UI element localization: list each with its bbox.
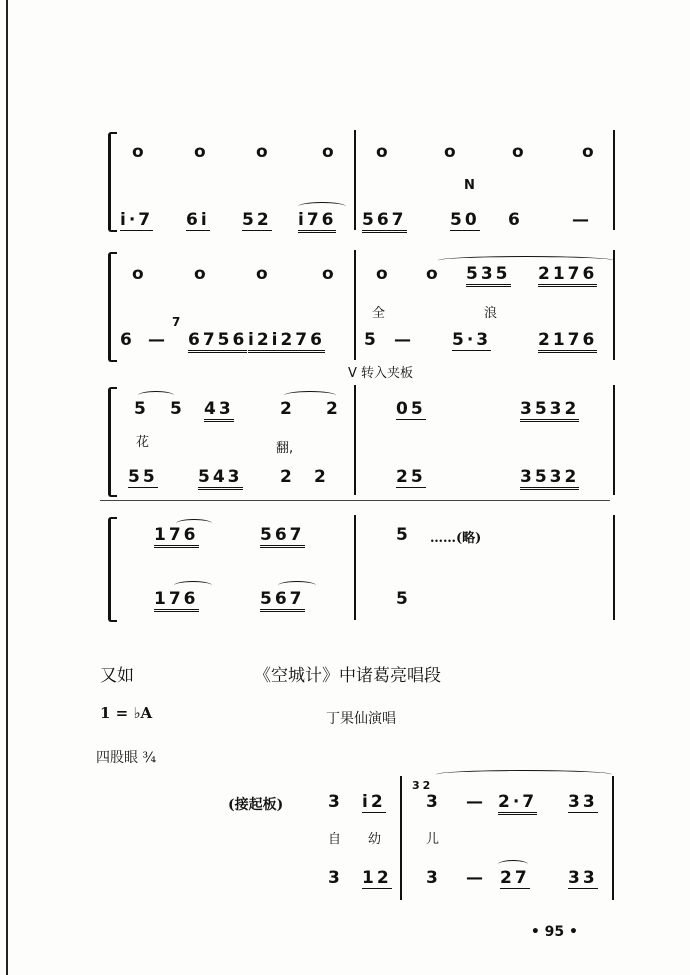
score-system-4	[108, 515, 623, 620]
page-binding-edge	[6, 0, 8, 975]
note: o	[256, 264, 271, 284]
note: 5	[364, 330, 379, 350]
note: 2	[326, 399, 341, 419]
note-group: 33	[568, 868, 598, 888]
note: o	[444, 142, 459, 162]
note-group: 5·3	[452, 330, 492, 350]
intro-text: 又如	[100, 666, 134, 686]
dash: —	[466, 868, 486, 888]
lyric: 全	[372, 306, 386, 321]
meter-label: 四股眼 ¾	[96, 750, 157, 766]
upper-part-row	[108, 142, 623, 168]
omission-mark: ……(略)	[430, 531, 482, 546]
note-group: 55	[128, 467, 158, 487]
note-group: 2176	[538, 264, 597, 287]
lyric: 幼	[368, 832, 382, 847]
note-group: 50	[450, 210, 480, 230]
lyric: 浪	[484, 306, 498, 321]
singer-credit: 丁果仙演唱	[326, 711, 396, 727]
note-group: 3532	[520, 467, 579, 490]
note-group: 12	[362, 868, 392, 888]
note-group: 567	[260, 525, 305, 548]
dash: —	[148, 330, 168, 350]
barline	[400, 776, 402, 900]
note: 3	[426, 792, 441, 812]
note: 2	[280, 399, 295, 419]
section-annotation: V 转入夹板	[348, 366, 414, 381]
example-title: 《空城计》中诸葛亮唱段	[254, 666, 441, 686]
note-group: 6i	[186, 210, 210, 230]
note-group: 27	[500, 868, 530, 888]
note-group: 43	[204, 399, 234, 422]
lyric: 花	[136, 435, 150, 450]
note-group: 3532	[520, 399, 579, 422]
lower-part-row	[108, 467, 623, 493]
example-system	[228, 770, 628, 905]
note: 5	[396, 589, 411, 609]
note: 5	[170, 399, 185, 419]
note-group: 567	[260, 589, 305, 612]
note-group: 6756	[188, 330, 247, 353]
note-group: 25	[396, 467, 426, 487]
note-group: 176	[154, 589, 199, 612]
lyric: 自	[328, 832, 342, 847]
dash: —	[394, 330, 414, 350]
lyric: 儿	[426, 832, 440, 847]
note-group: 33	[568, 792, 598, 812]
note: o	[256, 142, 271, 162]
note-group: 2·7	[498, 792, 537, 815]
note: o	[512, 142, 527, 162]
grace-note: 7	[172, 315, 184, 329]
note-group: 176	[154, 525, 199, 548]
note-group: i2	[362, 792, 386, 812]
note: 3	[426, 868, 441, 888]
note-group: 2176	[538, 330, 597, 353]
note: o	[376, 142, 391, 162]
note: o	[132, 142, 147, 162]
barline	[612, 776, 614, 900]
page-number: • 95 •	[530, 924, 578, 940]
note-group: i·7	[120, 210, 154, 230]
dash: —	[572, 210, 592, 230]
note: 2	[314, 467, 329, 487]
note: 5	[396, 525, 411, 545]
note-group: i2i276	[248, 330, 325, 353]
slur	[438, 256, 614, 265]
note: o	[322, 142, 337, 162]
note-group: 535	[466, 264, 511, 287]
score-system-3	[108, 385, 623, 495]
note: o	[426, 264, 441, 284]
note-group: 05	[396, 399, 426, 419]
lyric: 翻,	[276, 441, 294, 456]
slur	[436, 770, 612, 779]
score-system-1	[108, 130, 623, 230]
note: o	[132, 264, 147, 284]
note: o	[322, 264, 337, 284]
note: 3	[328, 792, 343, 812]
note-group: 52	[242, 210, 272, 230]
note: 6	[120, 330, 135, 350]
note: o	[582, 142, 597, 162]
note: 5	[134, 399, 149, 419]
system-divider	[100, 500, 610, 501]
score-system-2	[108, 250, 623, 381]
key-signature: 1 = ♭A	[100, 704, 153, 722]
lower-part-row	[108, 589, 623, 615]
lower-part-row	[108, 315, 623, 356]
note: 3	[328, 868, 343, 888]
grace-note: 32	[412, 779, 434, 792]
note: 2	[280, 467, 295, 487]
lower-part-row	[108, 210, 623, 236]
note: o	[194, 264, 209, 284]
upper-part-row	[108, 525, 623, 551]
entry-label: (接起板)	[228, 797, 284, 813]
note: o	[376, 264, 391, 284]
articulation-mark: N	[464, 178, 478, 193]
upper-part-row	[108, 399, 623, 425]
note-group: 567	[362, 210, 407, 233]
note-group: i76	[298, 210, 336, 233]
dash: —	[466, 792, 486, 812]
upper-part-row	[108, 264, 623, 290]
note: 6	[508, 210, 523, 230]
note-group: 543	[198, 467, 243, 490]
note: o	[194, 142, 209, 162]
